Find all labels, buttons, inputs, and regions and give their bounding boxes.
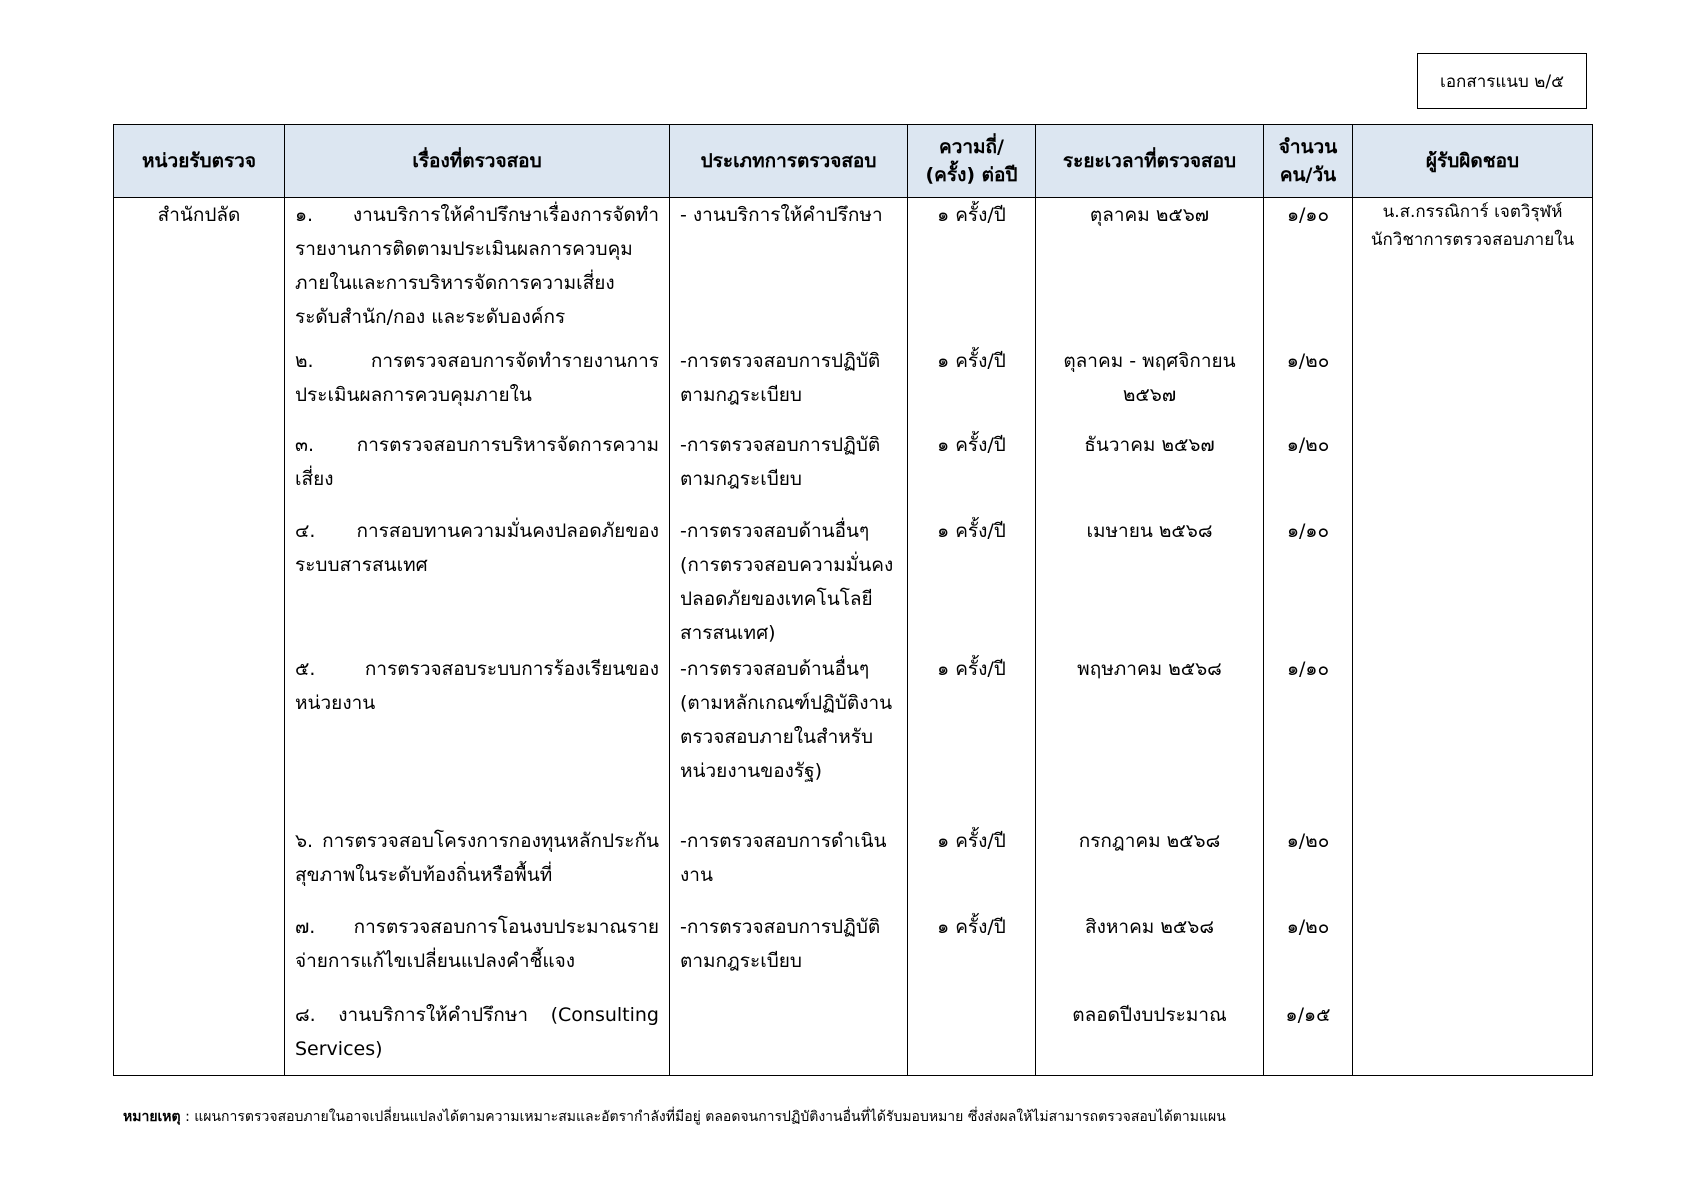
unit-cell: [114, 514, 285, 652]
header-type: ประเภทการตรวจสอบ: [670, 125, 908, 198]
topic-cell: ๖. การตรวจสอบโครงการกองทุนหลักประกันสุขภาพในระดับท้องถิ่นหรือพื้นที่: [285, 824, 670, 910]
type-cell: [670, 998, 908, 1076]
type-cell: -การตรวจสอบการปฏิบัติตามกฎระเบียบ: [670, 344, 908, 428]
table-row: [114, 824, 1593, 910]
topic-cell: ๓. การตรวจสอบการบริหารจัดการความเสี่ยง: [285, 428, 670, 514]
period-cell: เมษายน ๒๕๖๘: [1036, 514, 1264, 652]
header-frequency-line2: (ครั้ง) ต่อปี: [925, 164, 1018, 186]
unit-cell: สำนักปลัด: [114, 198, 285, 344]
people-cell: ๑/๑๕: [1264, 998, 1353, 1076]
table-row: [114, 652, 1593, 824]
people-cell: ๑/๒๐: [1264, 910, 1353, 998]
header-people-line1: จำนวน: [1278, 136, 1338, 158]
responsible-position: นักวิชาการตรวจสอบภายใน: [1370, 230, 1575, 250]
period-cell: สิงหาคม ๒๕๖๘: [1036, 910, 1264, 998]
people-cell: ๑/๑๐: [1264, 514, 1353, 652]
people-cell: ๑/๑๐: [1264, 198, 1353, 344]
frequency-cell: ๑ ครั้ง/ปี: [908, 824, 1036, 910]
footnote: [123, 1106, 1226, 1128]
people-cell: ๑/๒๐: [1264, 428, 1353, 514]
header-topic: เรื่องที่ตรวจสอบ: [285, 125, 670, 198]
responsible-name: น.ส.กรรณิการ์ เจตวิรุฬห์: [1382, 202, 1563, 222]
responsible-cell: [1353, 428, 1593, 514]
unit-cell: [114, 428, 285, 514]
frequency-cell: ๑ ครั้ง/ปี: [908, 344, 1036, 428]
period-cell: พฤษภาคม ๒๕๖๘: [1036, 652, 1264, 824]
frequency-cell: ๑ ครั้ง/ปี: [908, 652, 1036, 824]
footnote-text: : แผนการตรวจสอบภายในอาจเปลี่ยนแปลงได้ตามความเหมาะสมและอัตรากำลังที่มีอยู่ ตลอดจนการปฏิบัติงานอื่นที่ได้รับมอบหมาย ซึ่งส่งผลให้ไม่สามารถตรวจสอบได้ตามแผน: [180, 1109, 1226, 1125]
table-row: [114, 514, 1593, 652]
header-people: [1264, 125, 1353, 198]
type-cell: -การตรวจสอบการปฏิบัติตามกฎระเบียบ: [670, 910, 908, 998]
header-frequency: [908, 125, 1036, 198]
header-people-line2: คน/วัน: [1279, 164, 1337, 186]
topic-cell: ๗. การตรวจสอบการโอนงบประมาณรายจ่ายการแก้ไขเปลี่ยนแปลงคำชี้แจง: [285, 910, 670, 998]
table-row: [114, 428, 1593, 514]
type-cell: - งานบริการให้คำปรึกษา: [670, 198, 908, 344]
topic-cell: ๔. การสอบทานความมั่นคงปลอดภัยของระบบสารสนเทศ: [285, 514, 670, 652]
frequency-cell: ๑ ครั้ง/ปี: [908, 198, 1036, 344]
period-cell: ตลอดปีงบประมาณ: [1036, 998, 1264, 1076]
responsible-cell: [1353, 344, 1593, 428]
topic-cell: ๘. งานบริการให้คำปรึกษา (Consulting Services): [285, 998, 670, 1076]
type-cell: -การตรวจสอบการดำเนินงาน: [670, 824, 908, 910]
responsible-cell: [1353, 910, 1593, 998]
header-responsible: ผู้รับผิดชอบ: [1353, 125, 1593, 198]
table-row: [114, 198, 1593, 344]
type-cell: -การตรวจสอบการปฏิบัติตามกฎระเบียบ: [670, 428, 908, 514]
people-cell: ๑/๒๐: [1264, 344, 1353, 428]
responsible-cell: [1353, 514, 1593, 652]
frequency-cell: ๑ ครั้ง/ปี: [908, 910, 1036, 998]
people-cell: ๑/๒๐: [1264, 824, 1353, 910]
audit-plan-table: [113, 124, 1593, 1076]
frequency-cell: ๑ ครั้ง/ปี: [908, 428, 1036, 514]
responsible-cell: [1353, 198, 1593, 344]
table-row: [114, 910, 1593, 998]
period-cell: กรกฎาคม ๒๕๖๘: [1036, 824, 1264, 910]
topic-cell: ๑. งานบริการให้คำปรึกษาเรื่องการจัดทำรายงานการติดตามประเมินผลการควบคุมภายในและการบริหารจัดการความเสี่ยงระดับสำนัก/กอง และระดับองค์กร: [285, 198, 670, 344]
header-frequency-line1: ความถี่/: [938, 136, 1004, 158]
unit-cell: [114, 998, 285, 1076]
unit-cell: [114, 344, 285, 428]
header-unit: หน่วยรับตรวจ: [114, 125, 285, 198]
unit-cell: [114, 824, 285, 910]
unit-cell: [114, 652, 285, 824]
responsible-cell: [1353, 998, 1593, 1076]
table-header-row: [114, 125, 1593, 198]
responsible-cell: [1353, 824, 1593, 910]
footnote-label: หมายเหตุ: [123, 1109, 181, 1125]
type-cell: -การตรวจสอบด้านอื่นๆ (ตามหลักเกณฑ์ปฏิบัติงานตรวจสอบภายในสำหรับหน่วยงานของรัฐ): [670, 652, 908, 824]
frequency-cell: [908, 998, 1036, 1076]
topic-cell: ๕. การตรวจสอบระบบการร้องเรียนของหน่วยงาน: [285, 652, 670, 824]
header-period: ระยะเวลาที่ตรวจสอบ: [1036, 125, 1264, 198]
responsible-cell: [1353, 652, 1593, 824]
period-cell: ตุลาคม ๒๕๖๗: [1036, 198, 1264, 344]
type-cell: -การตรวจสอบด้านอื่นๆ (การตรวจสอบความมั่นคงปลอดภัยของเทคโนโลยีสารสนเทศ): [670, 514, 908, 652]
attachment-label: เอกสารแนบ ๒/๕: [1417, 53, 1587, 109]
table-row: [114, 344, 1593, 428]
unit-cell: [114, 910, 285, 998]
people-cell: ๑/๑๐: [1264, 652, 1353, 824]
table-row: [114, 998, 1593, 1076]
period-cell: ตุลาคม - พฤศจิกายน ๒๕๖๗: [1036, 344, 1264, 428]
topic-cell: ๒. การตรวจสอบการจัดทำรายงานการประเมินผลการควบคุมภายใน: [285, 344, 670, 428]
frequency-cell: ๑ ครั้ง/ปี: [908, 514, 1036, 652]
period-cell: ธันวาคม ๒๕๖๗: [1036, 428, 1264, 514]
